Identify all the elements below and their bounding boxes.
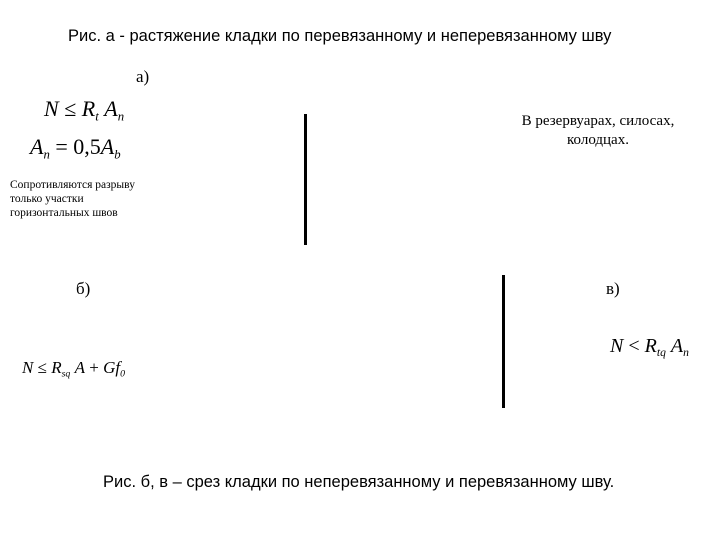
formula-operator: +	[84, 358, 104, 377]
formula-subscript: b	[114, 147, 121, 162]
note-horizontal-joints: Сопротивляются разрыву только участки горизонтальных швов	[10, 179, 135, 219]
formula-shear-bonded	[610, 335, 689, 358]
formula-symbol: A	[100, 134, 115, 159]
formula-operator: ≤	[33, 358, 52, 377]
formula-subscript: 0	[120, 368, 125, 380]
formula-symbol: N	[610, 335, 624, 357]
formula-subscript: n	[117, 109, 125, 124]
formula-symbol: R	[644, 335, 657, 357]
formula-shear-unbonded	[22, 358, 125, 378]
vertical-divider-2	[502, 275, 505, 408]
formula-operator: =	[49, 134, 74, 159]
formula-subscript: t	[95, 109, 99, 124]
formula-subscript: sq	[61, 368, 71, 380]
label-b: б)	[76, 279, 91, 298]
formula-symbol: N	[44, 96, 59, 121]
formula-symbol: R	[51, 358, 62, 377]
formula-subscript: n	[683, 346, 689, 360]
note-reservoirs: В резервуарах, силосах, колодцах.	[521, 113, 675, 148]
formula-operator: <	[623, 335, 645, 357]
formula-symbol: A	[30, 134, 44, 159]
formula-symbol: N	[22, 358, 34, 377]
label-v: в)	[606, 279, 620, 298]
formula-symbol: A	[74, 358, 85, 377]
vertical-divider-1	[304, 114, 307, 245]
formula-subscript: n	[43, 147, 50, 162]
formula-symbol: A	[104, 96, 118, 121]
top-caption: Рис. а - растяжение кладки по перевязанному и неперевязанному шву	[68, 27, 612, 45]
formula-net-area	[30, 134, 121, 160]
label-a: а)	[136, 67, 150, 86]
bottom-caption: Рис. б, в – срез кладки по неперевязанному и перевязанному шву.	[103, 473, 615, 491]
formula-operator: ≤	[58, 96, 82, 121]
formula-subscript: tq	[656, 346, 666, 360]
formula-symbol: Gf	[103, 358, 121, 377]
formula-number: 0,5	[73, 134, 101, 159]
formula-symbol: A	[670, 335, 684, 357]
formula-symbol: R	[81, 96, 96, 121]
formula-tension-strength	[44, 96, 124, 122]
